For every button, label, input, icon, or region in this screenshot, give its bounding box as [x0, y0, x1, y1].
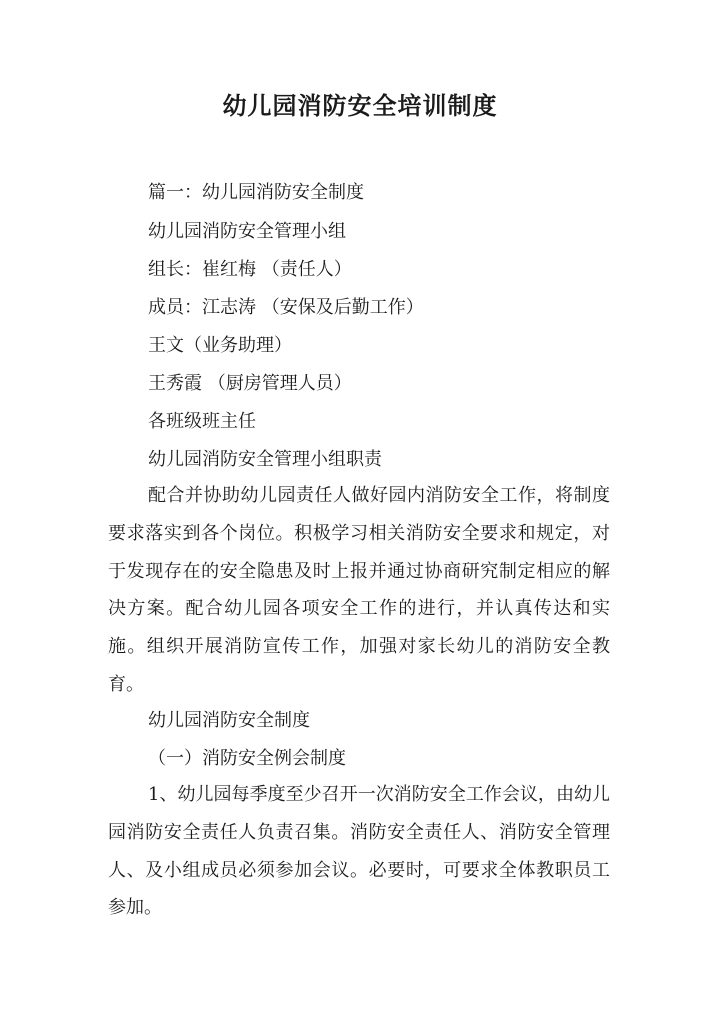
duties-heading: 幼儿园消防安全管理小组职责 — [148, 449, 382, 470]
duties-paragraph: 配合并协助幼儿园责任人做好园内消防安全工作，将制度要求落实到各个岗位。积极学习相关消防安全要求和规定，对于发现存在的安全隐患及时上报并通过协商研究制定相应的解决方案。配合幼儿园各项安全工作的进行，并认真传达和实施。组织开展消防宣传工作，加强对家长幼儿的消防安全教育。 — [108, 485, 610, 695]
group-member-line: 成员：江志涛 （安保及后勤工作） — [148, 297, 424, 318]
group-leader-line: 组长：崔红梅 （责任人） — [148, 259, 352, 280]
group-member-line: 各班级班主任 — [148, 411, 256, 432]
document-title: 幼儿园消防安全培训制度 — [222, 92, 498, 120]
group-heading: 幼儿园消防安全管理小组 — [148, 221, 346, 242]
rule-paragraph: 1、幼儿园每季度至少召开一次消防安全工作会议，由幼儿园消防安全责任人负责召集。消防安全责任人、消防安全管理人、及小组成员必须参加会议。必要时，可要求全体教职员工参加。 — [108, 784, 610, 919]
group-member-line: 王秀霞 （厨房管理人员） — [148, 373, 352, 394]
chapter-heading: 篇一：幼儿园消防安全制度 — [148, 182, 364, 203]
subsection-heading: （一）消防安全例会制度 — [148, 748, 346, 769]
group-member-line: 王文（业务助理） — [148, 335, 292, 356]
section-heading: 幼儿园消防安全制度 — [148, 710, 310, 731]
